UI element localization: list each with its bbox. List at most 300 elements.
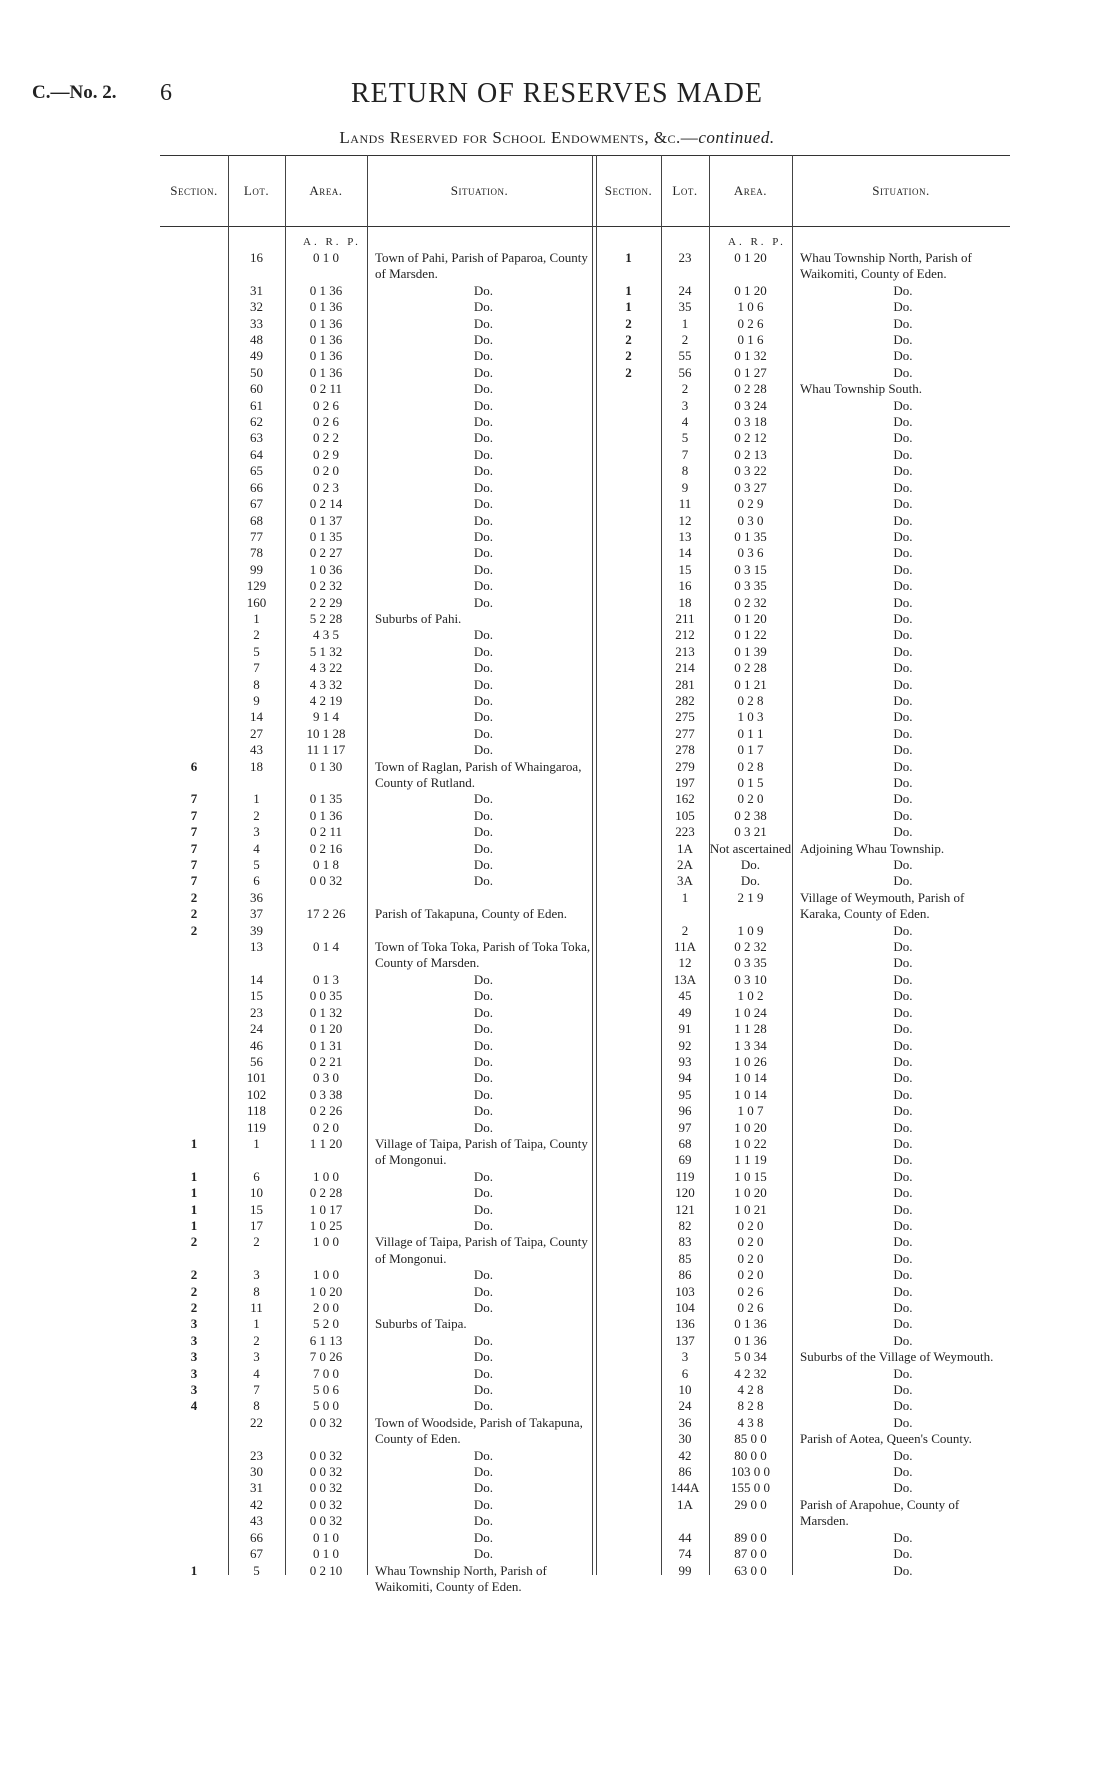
situation-cell: Do. (473, 1480, 494, 1496)
col-header-section-left: Section. (170, 183, 218, 198)
situation-cell: Do. (473, 1037, 494, 1053)
section-cell: 1 (190, 1217, 198, 1233)
situation-cell: Do. (893, 479, 913, 495)
situation-cell: Do. (473, 348, 494, 364)
area-cell: 5 0 34 (734, 1349, 767, 1365)
area-cell: 0 1 36 (734, 1332, 767, 1348)
table-row (160, 1021, 592, 1037)
area-cell: 155 0 0 (731, 1480, 770, 1496)
lot-cell: 121 (675, 1201, 695, 1217)
area-cell: 1 0 20 (734, 1119, 767, 1135)
area-cell: 11 1 17 (306, 742, 346, 758)
area-cell: 0 1 20 (309, 1021, 343, 1037)
area-units-right: A. R. P. (728, 236, 786, 248)
table-row (596, 759, 1006, 775)
lot-cell: 23 (678, 250, 692, 265)
lot-cell: 7 (253, 660, 260, 676)
situation-cell: Do. (893, 315, 913, 331)
situation-cell: Do. (893, 971, 913, 987)
area-cell: 0 1 5 (737, 775, 764, 790)
lot-cell: 10 (678, 1382, 692, 1398)
area-cell: 7 0 26 (309, 1349, 343, 1365)
section-cell (160, 939, 228, 972)
table-row (160, 939, 592, 972)
table-row (160, 299, 592, 315)
situation-cell: Do. (893, 824, 913, 840)
area-cell: 2 2 29 (309, 594, 343, 610)
section-cell (160, 1546, 228, 1562)
table-row (160, 365, 592, 381)
area-cell: 87 0 0 (734, 1546, 767, 1562)
area-cell: 0 1 36 (309, 332, 343, 348)
document-reference: C.—No. 2. (32, 82, 117, 103)
area-cell: 0 0 32 (309, 1414, 343, 1430)
lot-cell: 2 (681, 381, 689, 397)
situation-cell: Do. (893, 758, 913, 774)
table-row (596, 1005, 1006, 1021)
situation-cell: Do. (893, 873, 913, 889)
section-cell (596, 1251, 661, 1267)
situation-cell: Do. (473, 627, 494, 643)
lot-cell: 86 (678, 1267, 692, 1283)
situation-cell: Do. (893, 1168, 913, 1184)
situation-cell: Do. (893, 1185, 913, 1201)
table-row (160, 890, 592, 906)
section-cell (596, 1218, 661, 1234)
situation-cell: Do. (473, 446, 494, 462)
area-cell: 4 2 8 (737, 1382, 764, 1398)
section-cell (596, 1415, 661, 1431)
area-cell: 0 1 6 (737, 332, 764, 348)
area-cell: 0 3 38 (309, 1086, 343, 1102)
table-row (160, 414, 592, 430)
section-cell (596, 939, 661, 955)
lot-cell: 2 (681, 922, 689, 938)
table-row (596, 709, 1006, 725)
situation-cell: Suburbs of the Village of Weymouth. (800, 1349, 994, 1365)
situation-cell: Whau Township North, Parish of Waikomiti, County of Eden. (800, 250, 972, 282)
area-cell: 0 1 30 (309, 758, 343, 774)
area-cell: 1 0 15 (734, 1168, 767, 1184)
lot-cell: 214 (675, 660, 695, 676)
table-row (160, 1316, 592, 1332)
situation-cell: Whau Township South. (800, 381, 922, 397)
area-cell: 0 3 35 (734, 578, 767, 594)
situation-cell: Village of Taipa, Parish of Taipa, County of Mongonui. (375, 1234, 588, 1266)
section-cell: 1 (625, 250, 632, 265)
section-cell (160, 562, 228, 578)
section-cell (596, 1464, 661, 1480)
lot-cell: 36 (250, 889, 263, 905)
section-cell (596, 726, 661, 742)
section-cell: 6 (190, 758, 198, 774)
table-row (160, 562, 592, 578)
lot-cell: 2 (253, 1234, 260, 1250)
area-units-left: A. R. P. (303, 236, 361, 248)
table-row (596, 595, 1006, 611)
section-cell (160, 299, 228, 315)
table-row (160, 430, 592, 446)
section-cell (160, 283, 228, 299)
section-cell (596, 677, 661, 693)
table-row (596, 693, 1006, 709)
area-cell: 5 0 0 (313, 1398, 339, 1414)
lot-cell: 31 (250, 1480, 263, 1496)
lot-cell: 8 (253, 676, 260, 692)
lot-cell: 83 (678, 1234, 692, 1250)
situation-cell: Do. (893, 1480, 913, 1496)
lot-cell: 120 (675, 1185, 695, 1201)
section-cell (160, 726, 228, 742)
lot-cell: 4 (681, 414, 689, 430)
lot-cell: 11A (674, 939, 696, 955)
situation-cell: Do. (893, 446, 913, 462)
section-cell (160, 414, 228, 430)
section-cell (596, 1431, 661, 1447)
lot-cell: 8 (253, 1398, 260, 1414)
col-header-area-left: Area. (309, 183, 343, 198)
section-cell: 2 (190, 906, 198, 922)
area-cell: 1 0 0 (313, 1168, 339, 1184)
table-row (160, 1070, 592, 1086)
situation-cell: Do. (473, 725, 494, 741)
area-cell: 2 1 9 (737, 889, 764, 905)
table-row (160, 1448, 592, 1464)
lot-cell: 2 (253, 1332, 260, 1348)
area-cell (285, 890, 367, 906)
table-row (160, 1038, 592, 1054)
section-cell: 7 (190, 873, 198, 889)
lot-cell: 16 (678, 578, 692, 594)
area-cell: 0 2 0 (737, 791, 764, 807)
lot-cell: 86 (678, 1464, 692, 1480)
section-cell (596, 562, 661, 578)
table-row (160, 873, 592, 889)
table-row (160, 1497, 592, 1513)
lot-cell: 93 (678, 1053, 692, 1069)
table-row (160, 545, 592, 561)
area-cell: 0 2 16 (309, 840, 343, 856)
section-cell (596, 1152, 661, 1168)
situation-cell: Do. (473, 561, 494, 577)
lot-cell: 7 (253, 1382, 260, 1398)
area-cell: 8 2 8 (737, 1398, 764, 1414)
lot-cell: 14 (678, 545, 692, 561)
table-row (596, 1349, 1006, 1365)
section-cell: 7 (190, 824, 198, 840)
situation-cell: Do. (473, 1529, 494, 1545)
col-header-lot-right: Lot. (672, 183, 698, 198)
section-cell: 3 (190, 1349, 198, 1365)
section-cell (596, 972, 661, 988)
lot-cell: 282 (675, 692, 695, 708)
lot-cell: 82 (678, 1217, 692, 1233)
area-cell: 1 0 24 (734, 1004, 767, 1020)
section-cell: 2 (190, 889, 198, 905)
situation-cell (367, 923, 592, 939)
area-cell: 4 2 19 (309, 692, 343, 708)
area-cell: 1 1 19 (734, 1152, 767, 1168)
lot-cell: 30 (250, 1464, 263, 1480)
lot-cell: 99 (250, 561, 263, 577)
section-cell (160, 627, 228, 643)
section-cell (160, 545, 228, 561)
table-row (596, 463, 1006, 479)
table-row (160, 480, 592, 496)
table-row (596, 611, 1006, 627)
lot-cell: 6 (253, 1168, 260, 1184)
situation-cell: Do. (473, 1300, 494, 1315)
table-row (596, 529, 1006, 545)
table-row (160, 1530, 592, 1546)
table-row (160, 1005, 592, 1021)
area-cell: 0 2 28 (734, 660, 767, 676)
area-cell: 0 0 35 (309, 988, 343, 1004)
lot-cell: 103 (675, 1283, 695, 1299)
area-cell: 17 2 26 (306, 906, 346, 922)
table-row (596, 791, 1006, 807)
area-cell: 0 2 14 (309, 496, 343, 512)
situation-cell: Do. (893, 1283, 913, 1299)
situation-cell: Do. (893, 676, 913, 692)
lot-cell: 63 (250, 430, 263, 446)
situation-cell: Do. (473, 1004, 494, 1020)
table-row (596, 955, 1006, 971)
section-cell (596, 1185, 661, 1201)
area-cell: 0 3 27 (734, 479, 767, 495)
situation-cell: Do. (893, 1365, 913, 1381)
table-row (160, 988, 592, 1004)
section-cell (596, 890, 661, 923)
situation-cell: Do. (473, 282, 494, 298)
table-row (596, 890, 1006, 923)
lot-cell: 99 (678, 1562, 692, 1578)
situation-cell: Do. (473, 1332, 494, 1348)
section-cell (596, 923, 661, 939)
table-row (596, 562, 1006, 578)
area-cell: 0 1 1 (737, 725, 764, 741)
lot-cell: 22 (250, 1414, 263, 1430)
situation-cell: Do. (893, 397, 913, 413)
situation-cell: Do. (893, 775, 913, 790)
section-cell: 3 (190, 1316, 198, 1332)
situation-cell: Do. (473, 594, 494, 610)
area-cell: 5 2 28 (309, 610, 343, 626)
section-cell (596, 808, 661, 824)
table-row (596, 972, 1006, 988)
table-row (160, 1103, 592, 1119)
lot-cell: 5 (253, 857, 260, 873)
lot-cell: 3 (681, 1349, 689, 1365)
section-cell (596, 611, 661, 627)
table-row (160, 1398, 592, 1414)
section-cell (596, 693, 661, 709)
situation-cell: Do. (473, 692, 494, 708)
situation-cell: Do. (893, 561, 913, 577)
area-cell: 0 1 21 (734, 676, 767, 692)
table-row (160, 906, 592, 922)
section-cell (596, 1398, 661, 1414)
section-cell (596, 627, 661, 643)
table-row (160, 398, 592, 414)
situation-cell: Do. (473, 1103, 494, 1119)
area-cell: 0 2 28 (734, 381, 767, 397)
lot-cell: 1 (253, 1316, 260, 1332)
table-row (596, 250, 1006, 283)
lot-cell: 49 (678, 1004, 692, 1020)
lot-cell: 77 (250, 528, 263, 544)
table-row (596, 1234, 1006, 1250)
lot-cell: 48 (250, 332, 263, 348)
lot-cell: 7 (681, 446, 689, 462)
situation-cell: Do. (473, 676, 494, 692)
situation-cell: Do. (473, 742, 494, 758)
area-cell: 0 0 32 (309, 1447, 343, 1463)
section-cell (596, 1054, 661, 1070)
section-cell: 1 (625, 299, 632, 315)
situation-cell: Do. (473, 1382, 494, 1398)
situation-cell: Do. (473, 988, 494, 1004)
lot-cell: 13 (250, 939, 263, 955)
section-cell (160, 381, 228, 397)
area-cell: 0 2 32 (734, 594, 767, 610)
situation-cell: Do. (893, 1398, 913, 1414)
area-cell: 0 1 20 (734, 610, 767, 626)
situation-cell: Do. (473, 807, 494, 823)
situation-cell: Do. (893, 1250, 913, 1266)
table-row (596, 578, 1006, 594)
situation-cell: Town of Raglan, Parish of Whaingaroa, County of Rutland. (375, 758, 582, 790)
lot-cell: 56 (250, 1053, 263, 1069)
table-row (596, 513, 1006, 529)
situation-cell: Do. (893, 1234, 913, 1250)
situation-cell: Do. (893, 1414, 913, 1430)
section-cell: 2 (625, 348, 632, 364)
table-row (596, 1316, 1006, 1332)
area-cell: 0 2 6 (737, 315, 764, 331)
situation-cell: Do. (473, 364, 494, 380)
area-cell: 9 1 4 (313, 709, 339, 725)
area-cell: 1 0 0 (313, 1267, 339, 1283)
area-cell: 0 1 36 (309, 282, 343, 298)
situation-cell: Do. (893, 1562, 913, 1578)
table-row (160, 529, 592, 545)
table-row (596, 1152, 1006, 1168)
table-row (596, 1054, 1006, 1070)
area-cell: 1 0 14 (734, 1070, 767, 1086)
situation-cell: Do. (893, 1086, 913, 1102)
situation-cell: Do. (893, 1201, 913, 1217)
section-cell: 4 (190, 1398, 198, 1414)
table-row (596, 939, 1006, 955)
section-cell: 1 (190, 1562, 198, 1578)
section-cell (596, 1234, 661, 1250)
section-cell (596, 578, 661, 594)
lot-cell: 17 (250, 1217, 263, 1233)
table-row (596, 1300, 1006, 1316)
situation-cell: Do. (893, 594, 913, 610)
situation-cell: Do. (893, 299, 913, 315)
lot-cell: 104 (675, 1300, 695, 1315)
lot-cell: 69 (678, 1152, 692, 1168)
table-row (596, 1366, 1006, 1382)
area-cell: 1 0 26 (734, 1053, 767, 1069)
area-cell: Do. (740, 873, 761, 889)
section-cell (596, 1366, 661, 1382)
situation-cell: Do. (893, 1546, 913, 1562)
section-cell (596, 1202, 661, 1218)
area-cell: 0 2 0 (737, 1250, 764, 1266)
area-cell: 4 3 32 (309, 676, 343, 692)
section-cell: 2 (625, 332, 632, 348)
section-cell (596, 430, 661, 446)
page-number: 6 (160, 80, 172, 106)
situation-cell: Do. (473, 1349, 494, 1365)
section-cell (596, 1480, 661, 1496)
situation-cell: Do. (893, 1464, 913, 1480)
lot-cell: 15 (250, 1201, 263, 1217)
table-row (160, 1284, 592, 1300)
section-cell (596, 824, 661, 840)
area-cell: 1 0 25 (309, 1217, 343, 1233)
table-row (160, 742, 592, 758)
section-cell (160, 496, 228, 512)
situation-cell: Do. (473, 381, 494, 397)
section-cell (596, 1530, 661, 1546)
table-row (160, 1563, 592, 1596)
lot-cell: 62 (250, 414, 263, 430)
table-row (596, 1563, 1006, 1579)
section-cell (596, 496, 661, 512)
lot-cell: 43 (250, 1513, 263, 1529)
area-cell: Not ascertained (709, 840, 792, 856)
area-cell: 0 3 10 (734, 971, 767, 987)
table-row (596, 1038, 1006, 1054)
section-cell (160, 644, 228, 660)
situation-cell: Do. (473, 1283, 494, 1299)
area-cell: 1 0 36 (309, 561, 343, 577)
area-cell: 0 2 11 (309, 824, 343, 840)
section-cell (596, 1267, 661, 1283)
lot-cell: 35 (678, 299, 692, 315)
area-cell: 89 0 0 (734, 1529, 767, 1545)
lot-cell: 24 (250, 1021, 263, 1037)
section-cell (160, 742, 228, 758)
table-row (596, 988, 1006, 1004)
section-cell: 2 (190, 922, 198, 938)
header-bottom-rule (160, 226, 1010, 227)
lot-cell: 4 (253, 840, 260, 856)
lot-cell: 42 (250, 1496, 263, 1512)
lot-cell: 9 (253, 692, 260, 708)
area-cell: 0 1 4 (313, 939, 339, 955)
table-row (596, 496, 1006, 512)
table-row (160, 709, 592, 725)
table-row (596, 316, 1006, 332)
table-row (596, 365, 1006, 381)
table-row (160, 611, 592, 627)
table-row (160, 1349, 592, 1365)
reserves-table-left (160, 250, 592, 1595)
lot-cell: 23 (250, 1447, 263, 1463)
section-cell (160, 1005, 228, 1021)
area-cell: 1 1 20 (309, 1135, 343, 1151)
section-cell (596, 463, 661, 479)
situation-cell: Do. (893, 1004, 913, 1020)
section-cell (596, 414, 661, 430)
section-cell (596, 1563, 661, 1579)
situation-cell: Do. (473, 578, 494, 594)
